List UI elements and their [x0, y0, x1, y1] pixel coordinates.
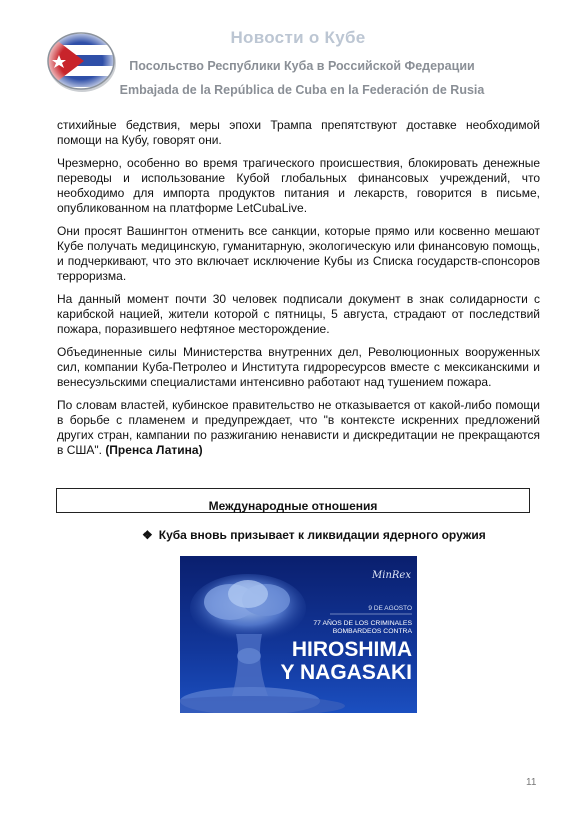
paragraph: На данный момент почти 30 человек подписали документ в знак солидарности с карибской нацией, жители которой с пятницы, 5 августа, страдают от последствий пожара, поразившего нефтяное месторождение. [57, 292, 540, 336]
paragraph: стихийные бедствия, меры эпохи Трампа препятствуют доставке необходимой помощи на Кубу, говорят они. [57, 118, 540, 147]
poster-line2: BOMBARDEOS CONTRA [332, 628, 412, 635]
poster-city2: Y NAGASAKI [280, 661, 412, 684]
hiroshima-nagasaki-poster [180, 556, 417, 713]
minrex-signature: MinRex [372, 570, 411, 581]
poster-line1: 77 AÑOS DE LOS CRIMINALES [313, 620, 412, 627]
headline-text: Куба вновь призывает к ликвидации ядерного оружия [158, 528, 486, 542]
diamond-bullet-icon: ❖ [142, 528, 153, 542]
news-source: (Пренса Латина) [105, 443, 203, 457]
page-number: 11 [526, 777, 537, 788]
article-headline [142, 528, 486, 542]
poster-date: 9 DE AGOSTO [368, 605, 412, 612]
paragraph-last [57, 398, 540, 458]
embassy-name-ru: Посольство Республики Куба в Российской Федерации [129, 59, 475, 73]
paragraph: Они просят Вашингтон отменить все санкции, которые прямо или косвенно мешают Кубе получать медицинскую, гуманитарную, экологическую или финансовую помощь, и подчеркивают, что это включает исключение Кубы из Списка государств-спонсоров терроризма. [57, 224, 540, 283]
section-title: Международные отношения [208, 499, 378, 513]
paragraph: Чрезмерно, особенно во время трагического происшествия, блокировать денежные переводы и использование Кубой глобальных финансовых учреждений, что необходимо для импорта продуктов питания и лекарств, говорится в письме, опубликованном на платформе LetCubaLive. [57, 156, 540, 215]
embassy-name-es: Embajada de la República de Cuba en la Federación de Rusia [119, 83, 485, 97]
section-header [56, 488, 530, 513]
newsletter-title: Новости о Кубе [230, 28, 366, 47]
poster-city1: HIROSHIMA [291, 638, 412, 661]
article-body [57, 118, 540, 466]
paragraph: Объединенные силы Министерства внутренних дел, Революционных вооруженных сил, компании Куба-Петролео и Института гидроресурсов вместе с мексиканскими и венесуэльскими специалистами интенсивно работают над тушением пожара. [57, 345, 540, 389]
paragraph-text: По словам властей, кубинское правительство не отказывается от какой-либо помощи в борьбе с пламенем и предупреждает, что "в контексте искренних предложений других стран, кампании по разжиганию ненависти и дискредитации не прекращаются в США". [57, 398, 540, 457]
